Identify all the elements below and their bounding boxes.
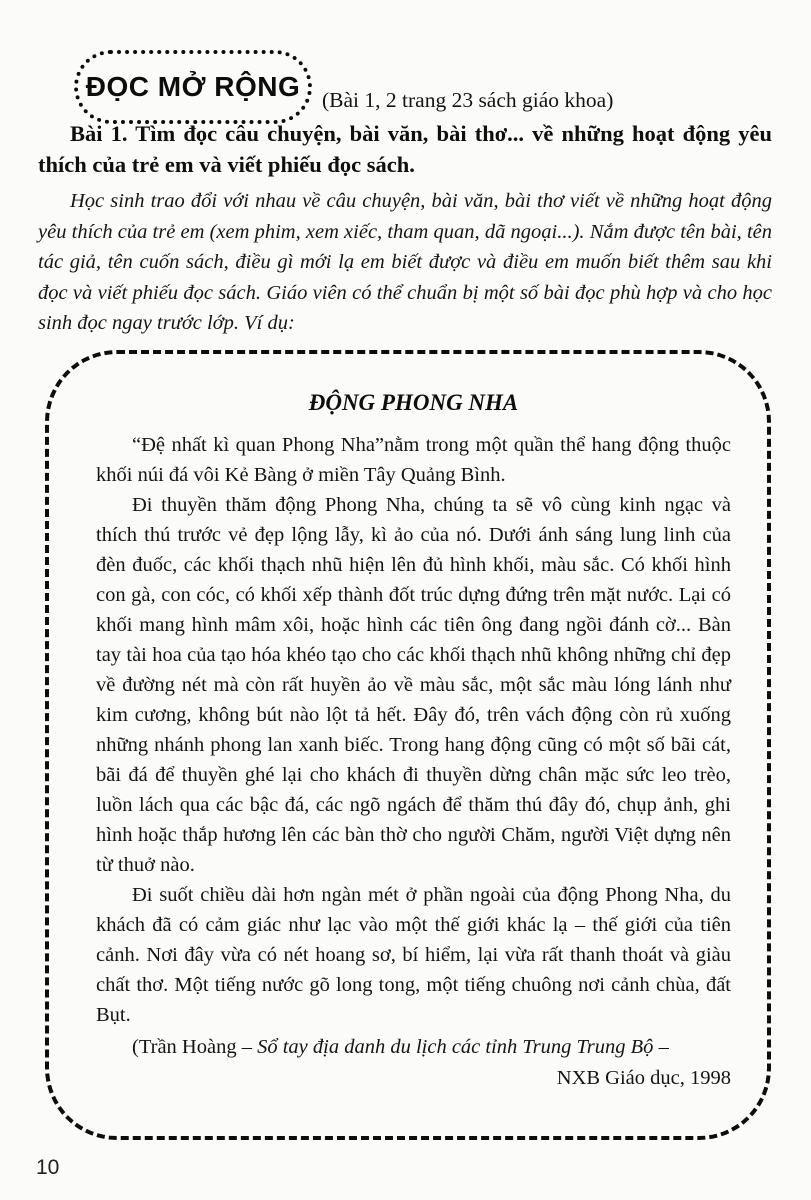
textbook-reference-note: (Bài 1, 2 trang 23 sách giáo khoa) [322,88,614,112]
attribution-dash: – [653,1036,669,1058]
story-box [45,350,771,1140]
attribution-author: (Trần Hoàng – [132,1036,258,1058]
story-paragraph: Đi thuyền thăm động Phong Nha, chúng ta sẽ vô cùng kinh ngạc và thích thú trước vẻ đẹp lộng lẫy, kì ảo của nó. Dưới ánh sáng lung linh của đèn đuốc, các khối thạch nhũ hiện lên đủ hình khối, màu sắc. Có khối hình con gà, con cóc, có khối xếp thành đốt trúc dựng đứng trên mặt nước. Lại có khối mang hình mâm xôi, hoặc hình các tiên ông đang ngồi đánh cờ... Bàn tay tài hoa của tạo hóa khéo tạo cho các khối thạch nhũ không những chỉ đẹp về đường nét mà còn rất huyền ảo về màu sắc, một sắc màu lóng lánh như kim cương, không bút nào lột tả hết. Đây đó, trên vách động còn rủ xuống những nhánh phong lan xanh biếc. Trong hang động cũng có một số bãi cát, bãi đá để thuyền ghé lại cho khách đi thuyền dừng chân mặc sức leo trèo, luồn lách qua các bậc đá, các ngõ ngách để thăm thú đây đó, chụp ảnh, ghi hình hoặc thắp hương lên các bàn thờ cho người Chăm, người Việt dựng nên từ thuở nào. [96,494,731,876]
badge-label: ĐỌC MỞ RỘNG [85,71,301,102]
story-attribution [96,1032,731,1063]
attribution-source: Sổ tay địa danh du lịch các tỉnh Trung Trung Bộ [257,1036,654,1058]
exercise-title: Bài 1. Tìm đọc câu chuyện, bài văn, bài thơ... về những hoạt động yêu thích của trẻ em và viết phiếu đọc sách. [38,121,772,177]
story-paragraph: “Đệ nhất kì quan Phong Nha”nằm trong một quần thể hang động thuộc khối núi đá vôi Kẻ Bàng ở miền Tây Quảng Bình. [96,434,731,486]
story-title: ĐỘNG PHONG NHA [308,390,519,415]
attribution-publisher: NXB Giáo dục, 1998 [556,1067,731,1089]
reading-expansion-badge [74,50,312,124]
exercise-instructions: Học sinh trao đổi với nhau về câu chuyện, bài văn, bài thơ viết về những hoạt động yêu thích của trẻ em (xem phim, xem xiếc, tham quan, dã ngoại...). Nắm được tên bài, tên tác giả, tên cuốn sách, điều gì mới lạ em biết được và điều em muốn biết thêm sau khi đọc và viết phiếu đọc sách. Giáo viên có thể chuẩn bị một số bài đọc phù hợp và cho học sinh đọc ngay trước lớp. Ví dụ: [38,190,772,334]
story-paragraph: Đi suốt chiều dài hơn ngàn mét ở phần ngoài của động Phong Nha, du khách đã có cảm giác như lạc vào một thế giới khác lạ – thế giới của tiên cảnh. Nơi đây vừa có nét hoang sơ, bí hiểm, lại vừa rất thanh thoát và giàu chất thơ. Một tiếng nước gõ long tong, một tiếng chuông nơi cảnh chùa, đất Bụt. [96,884,731,1026]
page-number: 10 [36,1156,60,1179]
